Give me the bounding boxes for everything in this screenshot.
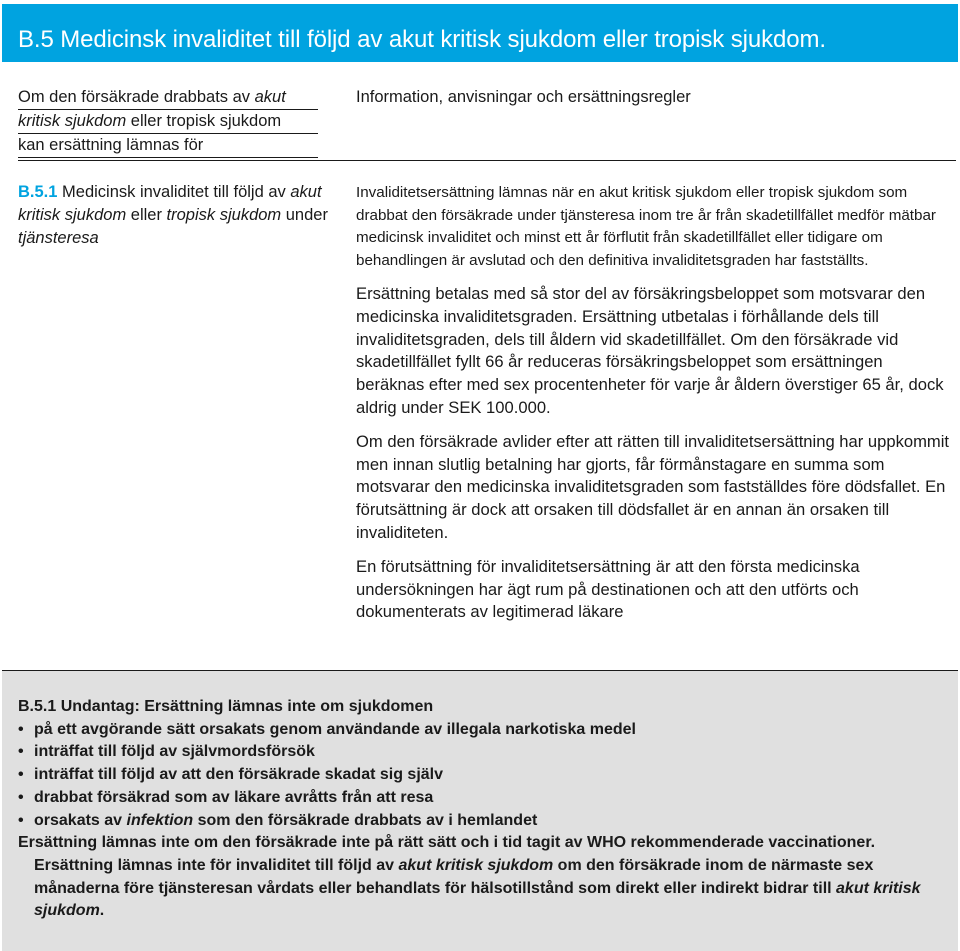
body-paragraph-4: En förutsättning för invaliditetsersättning är att den första medicinska undersökningen har ägt rum på destinationen och att den utförts och dokumenterats av legitimerad läkare (356, 556, 860, 622)
bullet-icon: • (18, 811, 24, 829)
list-item (18, 764, 948, 787)
section-heading-italic-3: tjänsteresa (18, 229, 99, 247)
list-item (18, 810, 948, 833)
note-2-italic-2: akut kritisk sjukdom (34, 879, 921, 920)
section-heading-italic-1: akut kritisk sjukdom (18, 183, 322, 224)
left-heading-text-1: Om den försäkrade drabbats av (18, 88, 255, 106)
list-item-text: drabbat försäkrad som av läkare avråtts från att resa (34, 788, 434, 806)
section-number: B.5.1 (18, 183, 58, 201)
left-heading-line-3: kan ersättning lämnas för (18, 134, 318, 158)
exceptions-title-text: Undantag: Ersättning lämnas inte om sjukdomen (56, 698, 434, 715)
left-column-heading (18, 86, 328, 158)
exceptions-title (18, 696, 948, 719)
bullet-icon: • (18, 720, 24, 738)
left-heading-line-2 (18, 110, 318, 134)
list-item-text: inträffat till följd av självmordsförsök (34, 743, 315, 761)
list-item-text: orsakats av (34, 811, 127, 829)
section-heading (18, 181, 333, 250)
list-item-text: på ett avgörande sätt orsakats genom användande av illegala narkotiska medel (34, 720, 636, 738)
list-item-italic: infektion (126, 811, 194, 829)
list-item-text-end: som den försäkrade drabbats av i hemlandet (193, 811, 538, 829)
exceptions-number: B.5.1 (18, 698, 57, 715)
section-body (356, 182, 952, 635)
body-paragraph-3: Om den försäkrade avlider efter att rätten till invaliditetsersättning har uppkommit men innan slutlig betalning har gjorts, får förmånstagare en summa som motsvarar den medicinska invaliditetsgraden som fastställdes före dödsfallet. En förutsättning är dock att orsaken till dödsfallet är en annan än orsaken till invaliditeten. (356, 431, 950, 542)
left-heading-italic-1: akut (254, 88, 286, 106)
page-title: B.5 Medicinsk invaliditet till följd av akut kritisk sjukdom eller tropisk sjukdom. (18, 26, 826, 53)
right-column-heading: Information, anvisningar och ersättningsregler (356, 88, 691, 106)
bullet-icon: • (18, 743, 24, 761)
exceptions-note-1: Ersättning lämnas inte om den försäkrade inte på rätt sätt och i tid tagit av WHO rekommenderade vaccinationer. (18, 834, 876, 852)
list-item (18, 741, 948, 764)
bullet-icon: • (18, 766, 24, 784)
body-paragraph-1: Invaliditetsersättning lämnas när en akut kritisk sjukdom eller tropisk sjukdom som drabbat den försäkrade under tjänsteresa inom tre år från skadetillfället medför mätbar medicinsk invaliditet och minst ett år förflutit från skadetillfället eller tidigare om behandlingen är avslutad och den definitiva invaliditetsgraden har fastställts. (356, 184, 936, 269)
section-heading-italic-2: tropisk sjukdom (166, 206, 282, 224)
section-heading-text-2: eller (126, 206, 167, 224)
title-bar (2, 4, 958, 62)
exceptions-box (2, 670, 958, 951)
exceptions-divider (2, 670, 958, 671)
exceptions-list (18, 719, 948, 833)
exceptions-content (18, 696, 948, 923)
list-item-text: inträffat till följd av att den försäkrade skadat sig själv (34, 766, 444, 784)
note-2-italic-1: akut kritisk sjukdom (398, 856, 554, 874)
note-2-text-1: Ersättning lämnas inte för invaliditet till följd av (34, 856, 399, 874)
section-heading-text-3: under (281, 206, 328, 224)
section-heading-text-1: Medicinsk invaliditet till följd av (57, 183, 291, 201)
left-heading-line-1 (18, 86, 318, 110)
exceptions-note-2 (18, 855, 948, 923)
header-divider (18, 160, 956, 161)
list-item (18, 787, 948, 810)
bullet-icon: • (18, 788, 24, 806)
left-heading-text-2: eller tropisk sjukdom (126, 112, 282, 130)
list-item (18, 719, 948, 742)
note-2-text-3: . (99, 902, 105, 920)
body-paragraph-2: Ersättning betalas med så stor del av försäkringsbeloppet som motsvarar den medicinska invaliditetsgraden. Ersättning utbetalas i förhållande dels till invaliditetsgraden, dels till åldern vid skadetillfället. Om den försäkrade vid skadetillfället fyllt 66 år reduceras försäkringsbeloppet som ersättningen beräknas efter med sex procentenheter för varje år åldern överstiger 65 år, dock aldrig under SEK 100.000. (356, 284, 944, 417)
note-2-text-2: om den försäkrade inom de närmaste sex månaderna före tjänsteresan vårdats eller behandlats för hälsotillstånd som direkt eller indirekt bidrar till (34, 856, 874, 897)
left-heading-italic-2: kritisk sjukdom (18, 112, 127, 130)
